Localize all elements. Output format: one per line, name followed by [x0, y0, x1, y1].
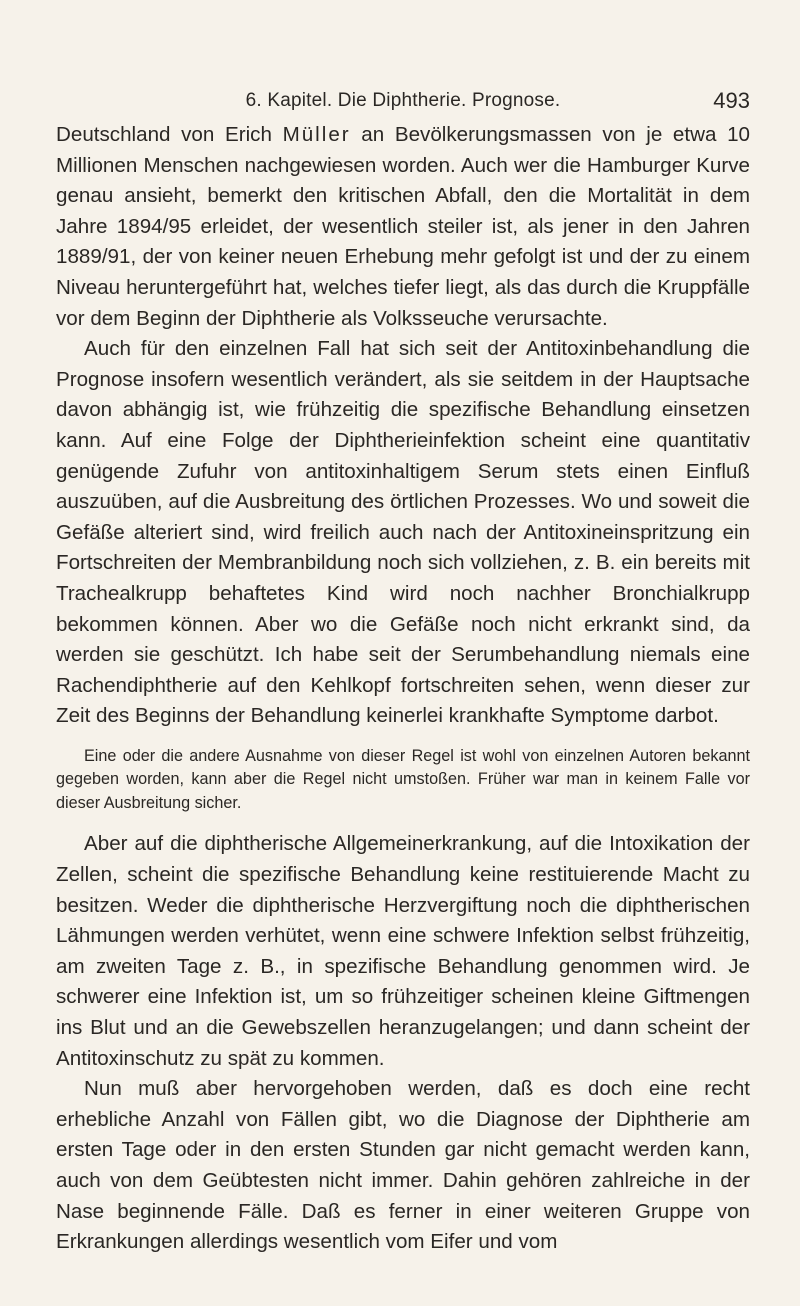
paragraph-1-text-a: Deutschland von Erich [56, 123, 283, 146]
running-head [56, 84, 750, 118]
author-name: Müller [282, 123, 351, 146]
paragraph-3: Aber auf die diphtherische Allgemeinerkrankung, auf die Intoxikation der Zellen, scheint die spezifische Behandlung keine restituierende Macht zu besitzen. Weder die diphtherische Herzvergiftung noch die diphtherischen Lähmungen werden verhütet, wenn eine schwere Infektion selbst frühzeitig, am zweiten Tage z. B., in spezifische Behandlung genommen wird. Je schwerer eine Infektion ist, um so frühzeitiger scheinen kleine Giftmengen ins Blut und an die Gewebszellen heranzugelangen; und dann scheint der Antitoxinschutz zu spät zu kommen. [56, 832, 750, 1070]
paragraph-2: Auch für den einzelnen Fall hat sich seit der Antitoxinbehandlung die Prognose insofern wesentlich verändert, als sie seitdem in der Hauptsache davon abhängig ist, wie frühzeitig die spezifische Behandlung einsetzen kann. Auf eine Folge der Diphtherieinfektion scheint eine quantitativ genügende Zufuhr von antitoxinhaltigem Serum stets einen Einfluß auszuüben, auf die Ausbreitung des örtlichen Prozesses. Wo und soweit die Gefäße alteriert sind, wird freilich auch nach der Antitoxineinspritzung ein Fortschreiten der Membranbildung noch sich vollziehen, z. B. ein bereits mit Trachealkrupp behaftetes Kind wird noch nachher Bronchialkrupp bekommen können. Aber wo die Gefäße noch nicht erkrankt sind, da werden sie geschützt. Ich habe seit der Serumbehandlung niemals eine Rachendiphtherie auf den Kehlkopf fortschreiten sehen, wenn dieser zur Zeit des Beginns der Behandlung keinerlei krankhafte Symptome darbot. [56, 337, 750, 728]
paragraph-1 [56, 120, 750, 334]
small-print-note: Eine oder die andere Ausnahme von dieser Regel ist wohl von einzelnen Autoren bekannt gegeben worden, kann aber die Regel nicht umstoßen. Früher war man in keinem Falle vor dieser Ausbreitung sicher. [56, 746, 750, 812]
page-body [56, 120, 750, 1258]
paragraph-1-text-b: an Bevölkerungsmassen von je etwa 10 Millionen Menschen nachgewiesen worden. Auch wer die Hamburger Kurve genau ansieht, bemerkt den kritischen Abfall, den die Mortalität in dem Jahre 1894/95 erleidet, der wesentlich steiler ist, als jener in den Jahren 1889/91, der von keiner neuen Erhebung mehr gefolgt ist und der zu einem Niveau heruntergeführt hat, welches tiefer liegt, als das durch die Kruppfälle vor dem Beginn der Diphtherie als Volksseuche verursachte. [56, 123, 750, 330]
paragraph-4: Nun muß aber hervorgehoben werden, daß es doch eine recht erhebliche Anzahl von Fällen gibt, wo die Diagnose der Diphtherie am ersten Tage oder in den ersten Stunden gar nicht gemacht werden kann, auch von dem Geübtesten nicht immer. Dahin gehören zahlreiche in der Nase beginnende Fälle. Daß es ferner in einer weiteren Gruppe von Erkrankungen allerdings wesentlich vom Eifer und vom [56, 1077, 750, 1254]
page-number: 493 [713, 88, 750, 113]
running-title: 6. Kapitel. Die Diphtherie. Prognose. [245, 90, 561, 111]
